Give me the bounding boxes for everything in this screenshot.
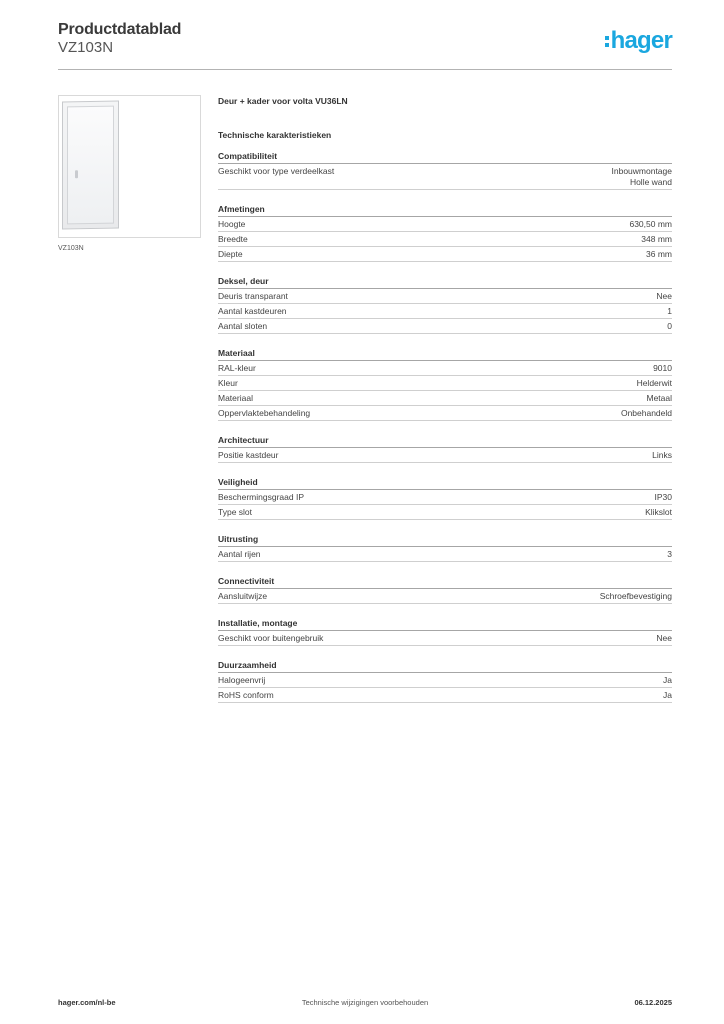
door-frame-illustration [62, 101, 119, 230]
spec-label: Diepte [218, 249, 243, 259]
footer-disclaimer: Technische wijzigingen voorbehouden [301, 998, 429, 1007]
spec-groups [218, 150, 672, 703]
spec-value: Onbehandeld [620, 408, 672, 418]
spec-row [218, 688, 672, 703]
spec-group-title: Installatie, montage [218, 617, 672, 631]
spec-group-title: Duurzaamheid [218, 659, 672, 673]
footer-date: 06.12.2025 [634, 998, 672, 1007]
spec-row [218, 631, 672, 646]
hager-logo [605, 27, 672, 55]
spec-value: Schroefbevestiging [599, 591, 672, 601]
spec-label: Type slot [218, 507, 253, 517]
product-code: VZ103N [58, 39, 114, 56]
spec-value: 630,50 mm [629, 219, 672, 229]
spec-group [218, 659, 672, 703]
section-title: Technische karakteristieken [218, 130, 332, 140]
door-handle-icon [75, 170, 78, 178]
product-name: Deur + kader voor volta VU36LN [218, 96, 348, 106]
spec-row [218, 217, 672, 232]
document-title: Productdatablad [58, 21, 182, 38]
spec-group-title: Deksel, deur [218, 275, 672, 289]
spec-group-title: Compatibiliteit [218, 150, 672, 164]
spec-row [218, 448, 672, 463]
spec-row [218, 673, 672, 688]
spec-group [218, 203, 672, 262]
spec-group [218, 575, 672, 604]
spec-value: Metaal [646, 393, 672, 403]
spec-content [218, 95, 672, 716]
door-panel-illustration [67, 106, 114, 225]
spec-label: Aantal sloten [218, 321, 268, 331]
spec-value: 36 mm [646, 249, 672, 259]
product-image [58, 95, 201, 238]
spec-group [218, 150, 672, 190]
spec-label: Materiaal [218, 393, 253, 403]
spec-group-title: Uitrusting [218, 533, 672, 547]
spec-row [218, 319, 672, 334]
image-caption: VZ103N [58, 245, 84, 252]
spec-value: 1 [667, 306, 672, 316]
spec-value: Klikslot [645, 507, 672, 517]
spec-value: 9010 [653, 363, 672, 373]
spec-value: Helderwit [636, 378, 672, 388]
spec-group [218, 476, 672, 520]
spec-value: 3 [667, 549, 672, 559]
footer-website: hager.com/nl-be [58, 998, 116, 1007]
spec-row [218, 232, 672, 247]
page-header [58, 21, 672, 70]
spec-group-title: Architectuur [218, 434, 672, 448]
spec-row [218, 406, 672, 421]
spec-group [218, 434, 672, 463]
spec-label: RAL-kleur [218, 363, 256, 373]
spec-value: Ja [663, 675, 672, 685]
spec-label: Aantal rijen [218, 549, 261, 559]
spec-value: Ja [663, 690, 672, 700]
spec-row [218, 304, 672, 319]
spec-row [218, 391, 672, 406]
logo-text: hager [610, 27, 672, 54]
spec-row [218, 289, 672, 304]
spec-row [218, 361, 672, 376]
spec-group [218, 617, 672, 646]
spec-row [218, 589, 672, 604]
spec-row [218, 547, 672, 562]
spec-group-title: Veiligheid [218, 476, 672, 490]
spec-group-title: Materiaal [218, 347, 672, 361]
spec-row [218, 376, 672, 391]
spec-group [218, 275, 672, 334]
spec-row [218, 490, 672, 505]
spec-row [218, 505, 672, 520]
spec-label: Geschikt voor buitengebruik [218, 633, 324, 643]
spec-value: Nee [656, 633, 672, 643]
spec-row [218, 247, 672, 262]
logo-dots-icon [605, 36, 609, 47]
spec-row [218, 164, 672, 190]
spec-label: Geschikt voor type verdeelkast [218, 166, 335, 176]
spec-group-title: Connectiviteit [218, 575, 672, 589]
spec-group-title: Afmetingen [218, 203, 672, 217]
page-footer [58, 998, 672, 1010]
spec-label: Hoogte [218, 219, 246, 229]
spec-value: Inbouwmontage Holle wand [611, 166, 672, 187]
spec-label: Deuris transparant [218, 291, 288, 301]
spec-label: Kleur [218, 378, 238, 388]
spec-value: 0 [667, 321, 672, 331]
spec-label: Positie kastdeur [218, 450, 279, 460]
spec-value: 348 mm [641, 234, 672, 244]
spec-label: Beschermingsgraad IP [218, 492, 304, 502]
spec-value: Nee [656, 291, 672, 301]
spec-group [218, 533, 672, 562]
spec-label: RoHS conform [218, 690, 274, 700]
spec-value: IP30 [654, 492, 672, 502]
spec-label: Aansluitwijze [218, 591, 268, 601]
spec-label: Oppervlaktebehandeling [218, 408, 311, 418]
spec-label: Halogeenvrij [218, 675, 266, 685]
spec-group [218, 347, 672, 421]
spec-label: Aantal kastdeuren [218, 306, 287, 316]
spec-value: Links [652, 450, 672, 460]
spec-label: Breedte [218, 234, 248, 244]
